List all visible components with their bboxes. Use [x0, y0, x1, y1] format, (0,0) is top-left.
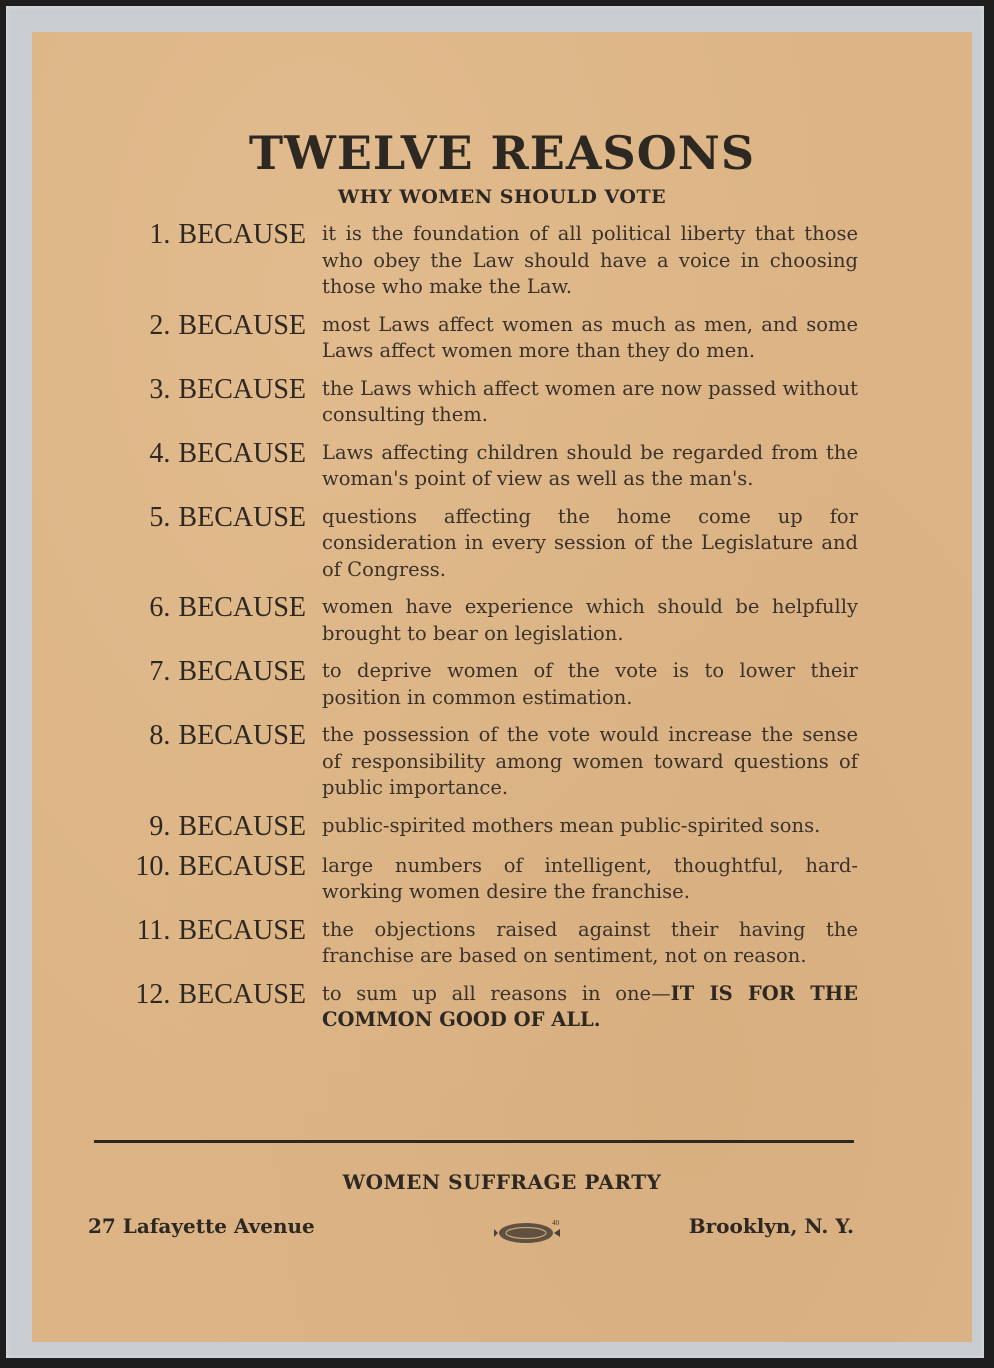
reason-text: the Laws which affect women are now passed without consulting them.	[322, 376, 858, 426]
reason-item	[88, 593, 858, 647]
reason-number: 8.	[149, 720, 171, 751]
reason-item	[88, 220, 858, 301]
leaflet-subtitle: WHY WOMEN SHOULD VOTE	[337, 186, 667, 208]
reason-item	[88, 812, 858, 842]
reason-item	[88, 503, 858, 584]
reason-text: large numbers of intelligent, thoughtful, hard-working women desire the franchise.	[322, 853, 858, 903]
reason-text: the objections raised against their having the franchise are based on sentiment, not on reason.	[322, 917, 858, 967]
reason-keyword: BECAUSE	[178, 309, 306, 341]
reason-keyword: BECAUSE	[178, 592, 306, 623]
reason-keyword: BECAUSE	[178, 437, 306, 469]
reason-keyword: BECAUSE	[178, 850, 306, 882]
reason-number: 7.	[149, 656, 171, 687]
reason-number: 11.	[136, 914, 171, 946]
reason-text: women have experience which should be helpfully brought to bear on legislation.	[322, 595, 858, 645]
reason-number: 5.	[149, 501, 171, 533]
reason-item	[88, 439, 858, 493]
union-label-icon	[494, 1218, 564, 1246]
reason-number: 10.	[135, 850, 171, 882]
organization-name: WOMEN SUFFRAGE PARTY	[342, 1170, 662, 1194]
reason-keyword: BECAUSE	[178, 656, 306, 687]
city-address: Brooklyn, N. Y.	[688, 1214, 854, 1238]
reason-text: to deprive women of the vote is to lower their position in common estimation.	[322, 659, 858, 709]
reason-text	[322, 980, 858, 1034]
reason-keyword: BECAUSE	[178, 978, 306, 1010]
union-bug-number: 40	[552, 1219, 559, 1227]
street-address: 27 Lafayette Avenue	[88, 1214, 315, 1238]
reason-item	[88, 916, 858, 970]
reason-text-plain: to sum up all reasons in one—	[322, 981, 671, 1005]
reason-item	[88, 311, 858, 365]
leaflet	[32, 32, 972, 1342]
reason-text: the possession of the vote would increase the sense of responsibility among women toward questions of public importance.	[322, 723, 858, 799]
reason-keyword: BECAUSE	[178, 501, 306, 533]
reason-text: questions affecting the home come up for consideration in every session of the Legislature and of Congress.	[322, 504, 858, 581]
reason-keyword: BECAUSE	[178, 373, 306, 405]
reason-text: most Laws affect women as much as men, and some Laws affect women more than they do men.	[322, 312, 858, 362]
reason-item	[88, 375, 858, 429]
reason-text: it is the foundation of all political liberty that those who obey the Law should have a voice in choosing those who make the Law.	[322, 222, 858, 298]
reason-keyword: BECAUSE	[178, 720, 306, 751]
reasons-list	[88, 220, 858, 1044]
reason-number: 1.	[149, 219, 171, 250]
reason-keyword: BECAUSE	[178, 914, 306, 946]
reason-item	[88, 980, 858, 1034]
reason-item	[88, 657, 858, 711]
reason-keyword: BECAUSE	[178, 219, 306, 250]
reason-number: 2.	[149, 309, 171, 341]
reason-number: 9.	[149, 810, 171, 842]
reason-text: Laws affecting children should be regarded from the woman's point of view as well as the man's.	[322, 440, 858, 490]
reason-number: 6.	[149, 592, 171, 623]
leaflet-title: TWELVE REASONS	[248, 126, 756, 180]
divider-rule	[94, 1140, 854, 1143]
reason-item	[88, 852, 858, 906]
reason-number: 3.	[149, 373, 171, 405]
reason-keyword: BECAUSE	[178, 810, 306, 842]
reason-number: 12.	[135, 978, 171, 1010]
reason-text: public-spirited mothers mean public-spirited sons.	[322, 813, 821, 837]
mount-border	[6, 6, 984, 1358]
reason-item	[88, 721, 858, 802]
reason-number: 4.	[149, 437, 171, 469]
reason-text-emphasis: IT IS FOR THE COMMON GOOD OF ALL.	[322, 981, 858, 1031]
